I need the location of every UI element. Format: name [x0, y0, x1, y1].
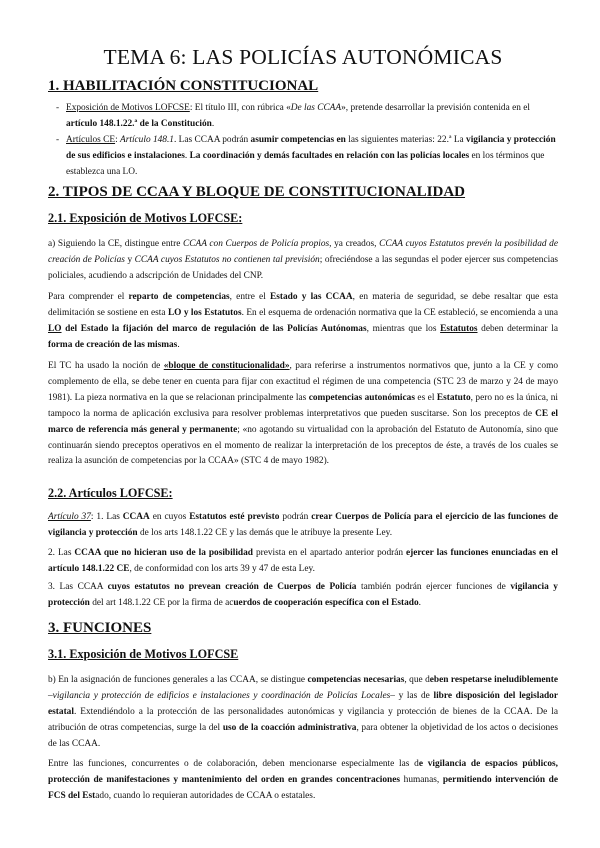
- subsection-2-1-heading: 2.1. Exposición de Motivos LOFCSE:: [48, 211, 243, 225]
- section-1-bullets: [56, 101, 558, 181]
- bullet-exposicion-motivos: - Exposición de Motivos LOFCSE: El título III, con rúbrica «De las CCAA», pretende desarrollar la previsión contenida en el artículo 148.1.22.ª de la Constitución.: [56, 101, 558, 133]
- paragraph-asignacion-funciones: b) En la asignación de funciones generales a las CCAA, se distingue competencias necesarias, que deben respetarse ineludiblemente –vigilancia y protección de edificios e instalaciones y coordinación de Policías Locales– y las de libre disposición del legislador estatal. Extendiéndolo a la protección de las personalidades autonómicas y vigilancia y protección de bienes de la CCAA. De la atribución de otras competencias, surge la del uso de la coacción administrativa, para obtener la objetividad de los actos o decisiones de las CCAA.: [48, 675, 559, 749]
- subsection-2-2-heading: 2.2. Artículos LOFCSE:: [48, 486, 173, 500]
- subsection-3-1-heading: 3.1. Exposición de Motivos LOFCSE: [48, 647, 239, 661]
- document-title: TEMA 6: LAS POLICÍAS AUTONÓMICAS: [103, 45, 503, 69]
- paragraph-articulo-37-3: 3. Las CCAA cuyos estatutos no prevean creación de Cuerpos de Policía también podrán ejercer funciones de vigilancia y protección del art 148.1.22 CE por la firma de acuerdos de cooperación específica con el Estado.: [48, 582, 558, 608]
- section-1-heading: 1. HABILITACIÓN CONSTITUCIONAL: [48, 78, 319, 94]
- section-3-heading: 3. FUNCIONES: [48, 620, 152, 636]
- bullet-articulos-ce: - Artículos CE: Artículo 148.1. Las CCAA podrán asumir competencias en las siguientes materias: 22.ª La vigilancia y protección de sus edificios e instalaciones. La coordinación y demás facultades en relación con las policías locales en los términos que establezca una LO.: [56, 133, 558, 181]
- section-2-heading: 2. TIPOS DE CCAA Y BLOQUE DE CONSTITUCIONALIDAD: [48, 184, 466, 200]
- paragraph-articulo-37-2: 2. Las CCAA que no hicieran uso de la posibilidad prevista en el apartado anterior podrán ejercer las funciones enunciadas en el artículo 148.1.22 CE, de conformidad con los arts 39 y 47 de esta Ley.: [48, 548, 558, 574]
- paragraph-reparto-competencias: Para comprender el reparto de competencias, entre el Estado y las CCAA, en materia de seguridad, se debe resaltar que esta delimitación se sostiene en esta LO y los Estatutos. En el esquema de ordenación normativa que la CE estableció, se encomienda a una LO del Estado la fijación del marco de regulación de las Policías Autónomas, mientras que los Estatutos deben determinar la forma de creación de las mismas.: [48, 292, 558, 350]
- paragraph-bloque-constitucionalidad: El TC ha usado la noción de «bloque de constitucionalidad», para referirse a instrumentos normativos que, junto a la CE y como complemento de ella, se debe tener en cuenta para fijar con exactitud el régimen de una competencia (STC 23 de marzo y 24 de mayo 1981). La pieza normativa en la que se relacionan principalmente las competencias autonómicas es el Estatuto, pero no es la única, ni tampoco la norma de aplicación exclusiva para resolver problemas interpretativos que pueden suscitarse. Son los preceptos de CE el marco de referencia más general y permanente; «no agotando su virtualidad con la aprobación del Estatuto de Autonomía, sino que continuarán siendo preceptos operativos en el momento de realizar la interpretación de los preceptos de éste, a través de los cuales se realiza la asunción de competencias por la CCAA» (STC 4 de mayo 1982).: [48, 361, 559, 467]
- paragraph-articulo-37-1: Artículo 37: 1. Las CCAA en cuyos Estatutos esté previsto podrán crear Cuerpos de Policía para el ejercicio de las funciones de vigilancia y protección de los arts 148.1.22 CE y las demás que le atribuye la presente Ley.: [48, 512, 558, 538]
- paragraph-tipos-ccaa: a) Siguiendo la CE, distingue entre CCAA con Cuerpos de Policía propios, ya creados, CCAA cuyos Estatutos prevén la posibilidad de creación de Policías y CCAA cuyos Estatutos no contienen tal previsión; ofreciéndose a las segundas el poder ejercer sus competencias policiales, acudiendo a adscripción de Unidades del CNP.: [48, 239, 559, 281]
- paragraph-funciones-concurrentes: Entre las funciones, concurrentes o de colaboración, deben mencionarse especialmente las de vigilancia de espacios públicos, protección de manifestaciones y mantenimiento del orden en grandes concentraciones humanas, permitiendo intervención de FCS del Estado, cuando lo requieran autoridades de CCAA o estatales.: [48, 759, 559, 801]
